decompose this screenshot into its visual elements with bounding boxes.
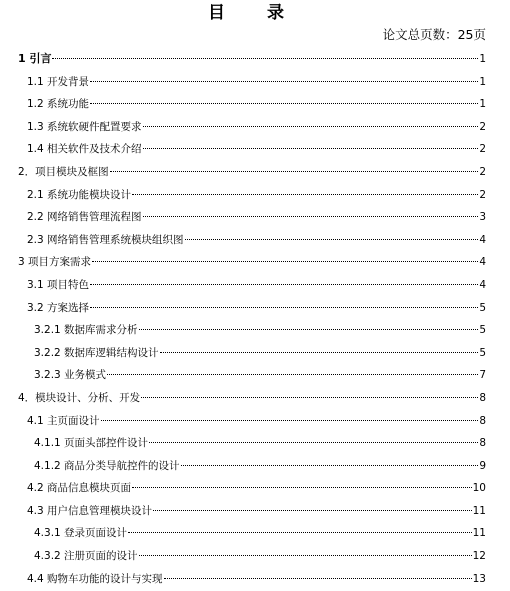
toc-entry-title: 4.1.1 页面头部控件设计 — [34, 437, 149, 450]
toc-entry-page-number: 5 — [479, 324, 486, 337]
toc-entry-title: 4.1.2 商品分类导航控件的设计 — [34, 459, 180, 472]
toc-entry-page-number: 8 — [479, 414, 486, 427]
dot-leader — [143, 148, 479, 149]
dot-leader — [141, 397, 478, 398]
toc-entry[interactable] — [0, 364, 510, 387]
toc-entry-page-number: 12 — [472, 550, 486, 563]
toc-entry-page-number: 2 — [479, 188, 486, 201]
toc-entry-title: 4.3 用户信息管理模块设计 — [27, 504, 153, 517]
toc-entry[interactable] — [0, 229, 510, 252]
toc-entry-title: 4.4 购物车功能的设计与实现 — [27, 572, 163, 585]
dot-leader — [52, 58, 478, 59]
toc-entry-title: 3.2 方案选择 — [27, 301, 90, 314]
toc-entry[interactable] — [0, 455, 510, 478]
toc-entry-page-number: 2 — [479, 165, 486, 178]
toc-entry[interactable] — [0, 161, 510, 184]
toc-entry-page-number: 4 — [479, 233, 486, 246]
total-page-count: 论文总页数：25页 — [382, 27, 486, 42]
toc-entry-page-number: 2 — [479, 143, 486, 156]
dot-leader — [90, 81, 478, 82]
toc-entry-page-number: 1 — [479, 53, 486, 65]
dot-leader — [92, 261, 478, 262]
toc-entry-page-number: 5 — [479, 346, 486, 359]
dot-leader — [143, 216, 479, 217]
toc-entry-title: 1.1 开发背景 — [27, 75, 90, 88]
toc-entry[interactable] — [0, 342, 510, 365]
toc-entry[interactable] — [0, 251, 510, 274]
dot-leader — [139, 555, 472, 556]
toc-entry-page-number: 4 — [479, 256, 486, 269]
toc-entry-title: 4．模块设计、分析、开发 — [18, 391, 141, 404]
toc-entry-title: 2.2 网络销售管理流程图 — [27, 211, 142, 224]
dot-leader — [132, 194, 478, 195]
toc-entry-title: 2.3 网络销售管理系统模块组织图 — [27, 233, 184, 246]
toc-entry-page-number: 8 — [479, 437, 486, 450]
toc-entry[interactable] — [0, 522, 510, 545]
toc-entry-title: 3.2.2 数据库逻辑结构设计 — [34, 346, 159, 359]
toc-entry-page-number: 8 — [479, 391, 486, 404]
toc-entry-page-number: 9 — [479, 459, 486, 472]
toc-entry-title: 3 项目方案需求 — [18, 256, 92, 269]
toc-entry-page-number: 3 — [479, 211, 486, 224]
toc-entry-page-number: 7 — [479, 369, 486, 382]
dot-leader — [139, 329, 479, 330]
toc-entry[interactable] — [0, 297, 510, 320]
toc-title: 目 录 — [208, 3, 302, 23]
toc-entry[interactable] — [0, 319, 510, 342]
dot-leader — [143, 126, 479, 127]
toc-entry-title: 4.2 商品信息模块页面 — [27, 482, 132, 495]
dot-leader — [185, 239, 479, 240]
toc-entry[interactable] — [0, 48, 510, 71]
dot-leader — [132, 487, 472, 488]
toc-entry[interactable] — [0, 138, 510, 161]
dot-leader — [110, 171, 479, 172]
toc-entry[interactable] — [0, 410, 510, 433]
toc-entry-title: 3.2.3 业务模式 — [34, 369, 107, 382]
toc-entry[interactable] — [0, 387, 510, 410]
toc-entry-page-number: 11 — [472, 527, 486, 540]
dot-leader — [153, 510, 472, 511]
dot-leader — [90, 307, 478, 308]
dot-leader — [164, 578, 472, 579]
toc-entry[interactable] — [0, 568, 510, 591]
dot-leader — [160, 352, 479, 353]
toc-entry[interactable] — [0, 71, 510, 94]
toc-entry-title: 3.1 项目特色 — [27, 278, 90, 291]
toc-entry-page-number: 5 — [479, 301, 486, 314]
toc-entry[interactable] — [0, 432, 510, 455]
toc-entry[interactable] — [0, 500, 510, 523]
toc-entry[interactable] — [0, 477, 510, 500]
toc-entry-title: 1.4 相关软件及技术介绍 — [27, 143, 142, 156]
toc-entry-title: 1.2 系统功能 — [27, 98, 90, 111]
dot-leader — [101, 420, 479, 421]
toc-entry[interactable] — [0, 545, 510, 568]
dot-leader — [181, 465, 479, 466]
toc-entry-title: 4.3.2 注册页面的设计 — [34, 550, 138, 563]
dot-leader — [128, 532, 472, 533]
toc-entry[interactable] — [0, 274, 510, 297]
toc-entry-title: 3.2.1 数据库需求分析 — [34, 324, 138, 337]
table-of-contents — [0, 48, 510, 590]
toc-entry[interactable] — [0, 206, 510, 229]
toc-entry-title: 2.1 系统功能模块设计 — [27, 188, 132, 201]
toc-entry[interactable] — [0, 116, 510, 139]
toc-entry-page-number: 4 — [479, 278, 486, 291]
toc-entry-page-number: 1 — [479, 75, 486, 88]
toc-entry[interactable] — [0, 93, 510, 116]
dot-leader — [90, 284, 478, 285]
toc-entry-page-number: 11 — [472, 504, 486, 517]
dot-leader — [149, 442, 478, 443]
toc-entry-page-number: 2 — [479, 120, 486, 133]
toc-entry-title: 1 引言 — [18, 52, 52, 65]
toc-entry-title: 4.1 主页面设计 — [27, 414, 100, 427]
dot-leader — [90, 103, 478, 104]
toc-entry-title: 1.3 系统软硬件配置要求 — [27, 120, 142, 133]
toc-entry-title: 4.3.1 登录页面设计 — [34, 527, 128, 540]
dot-leader — [107, 374, 478, 375]
toc-entry-page-number: 1 — [479, 98, 486, 111]
toc-entry[interactable] — [0, 184, 510, 207]
toc-entry-page-number: 10 — [472, 482, 486, 495]
toc-entry-title: 2．项目模块及框图 — [18, 165, 109, 178]
toc-entry-page-number: 13 — [472, 572, 486, 585]
